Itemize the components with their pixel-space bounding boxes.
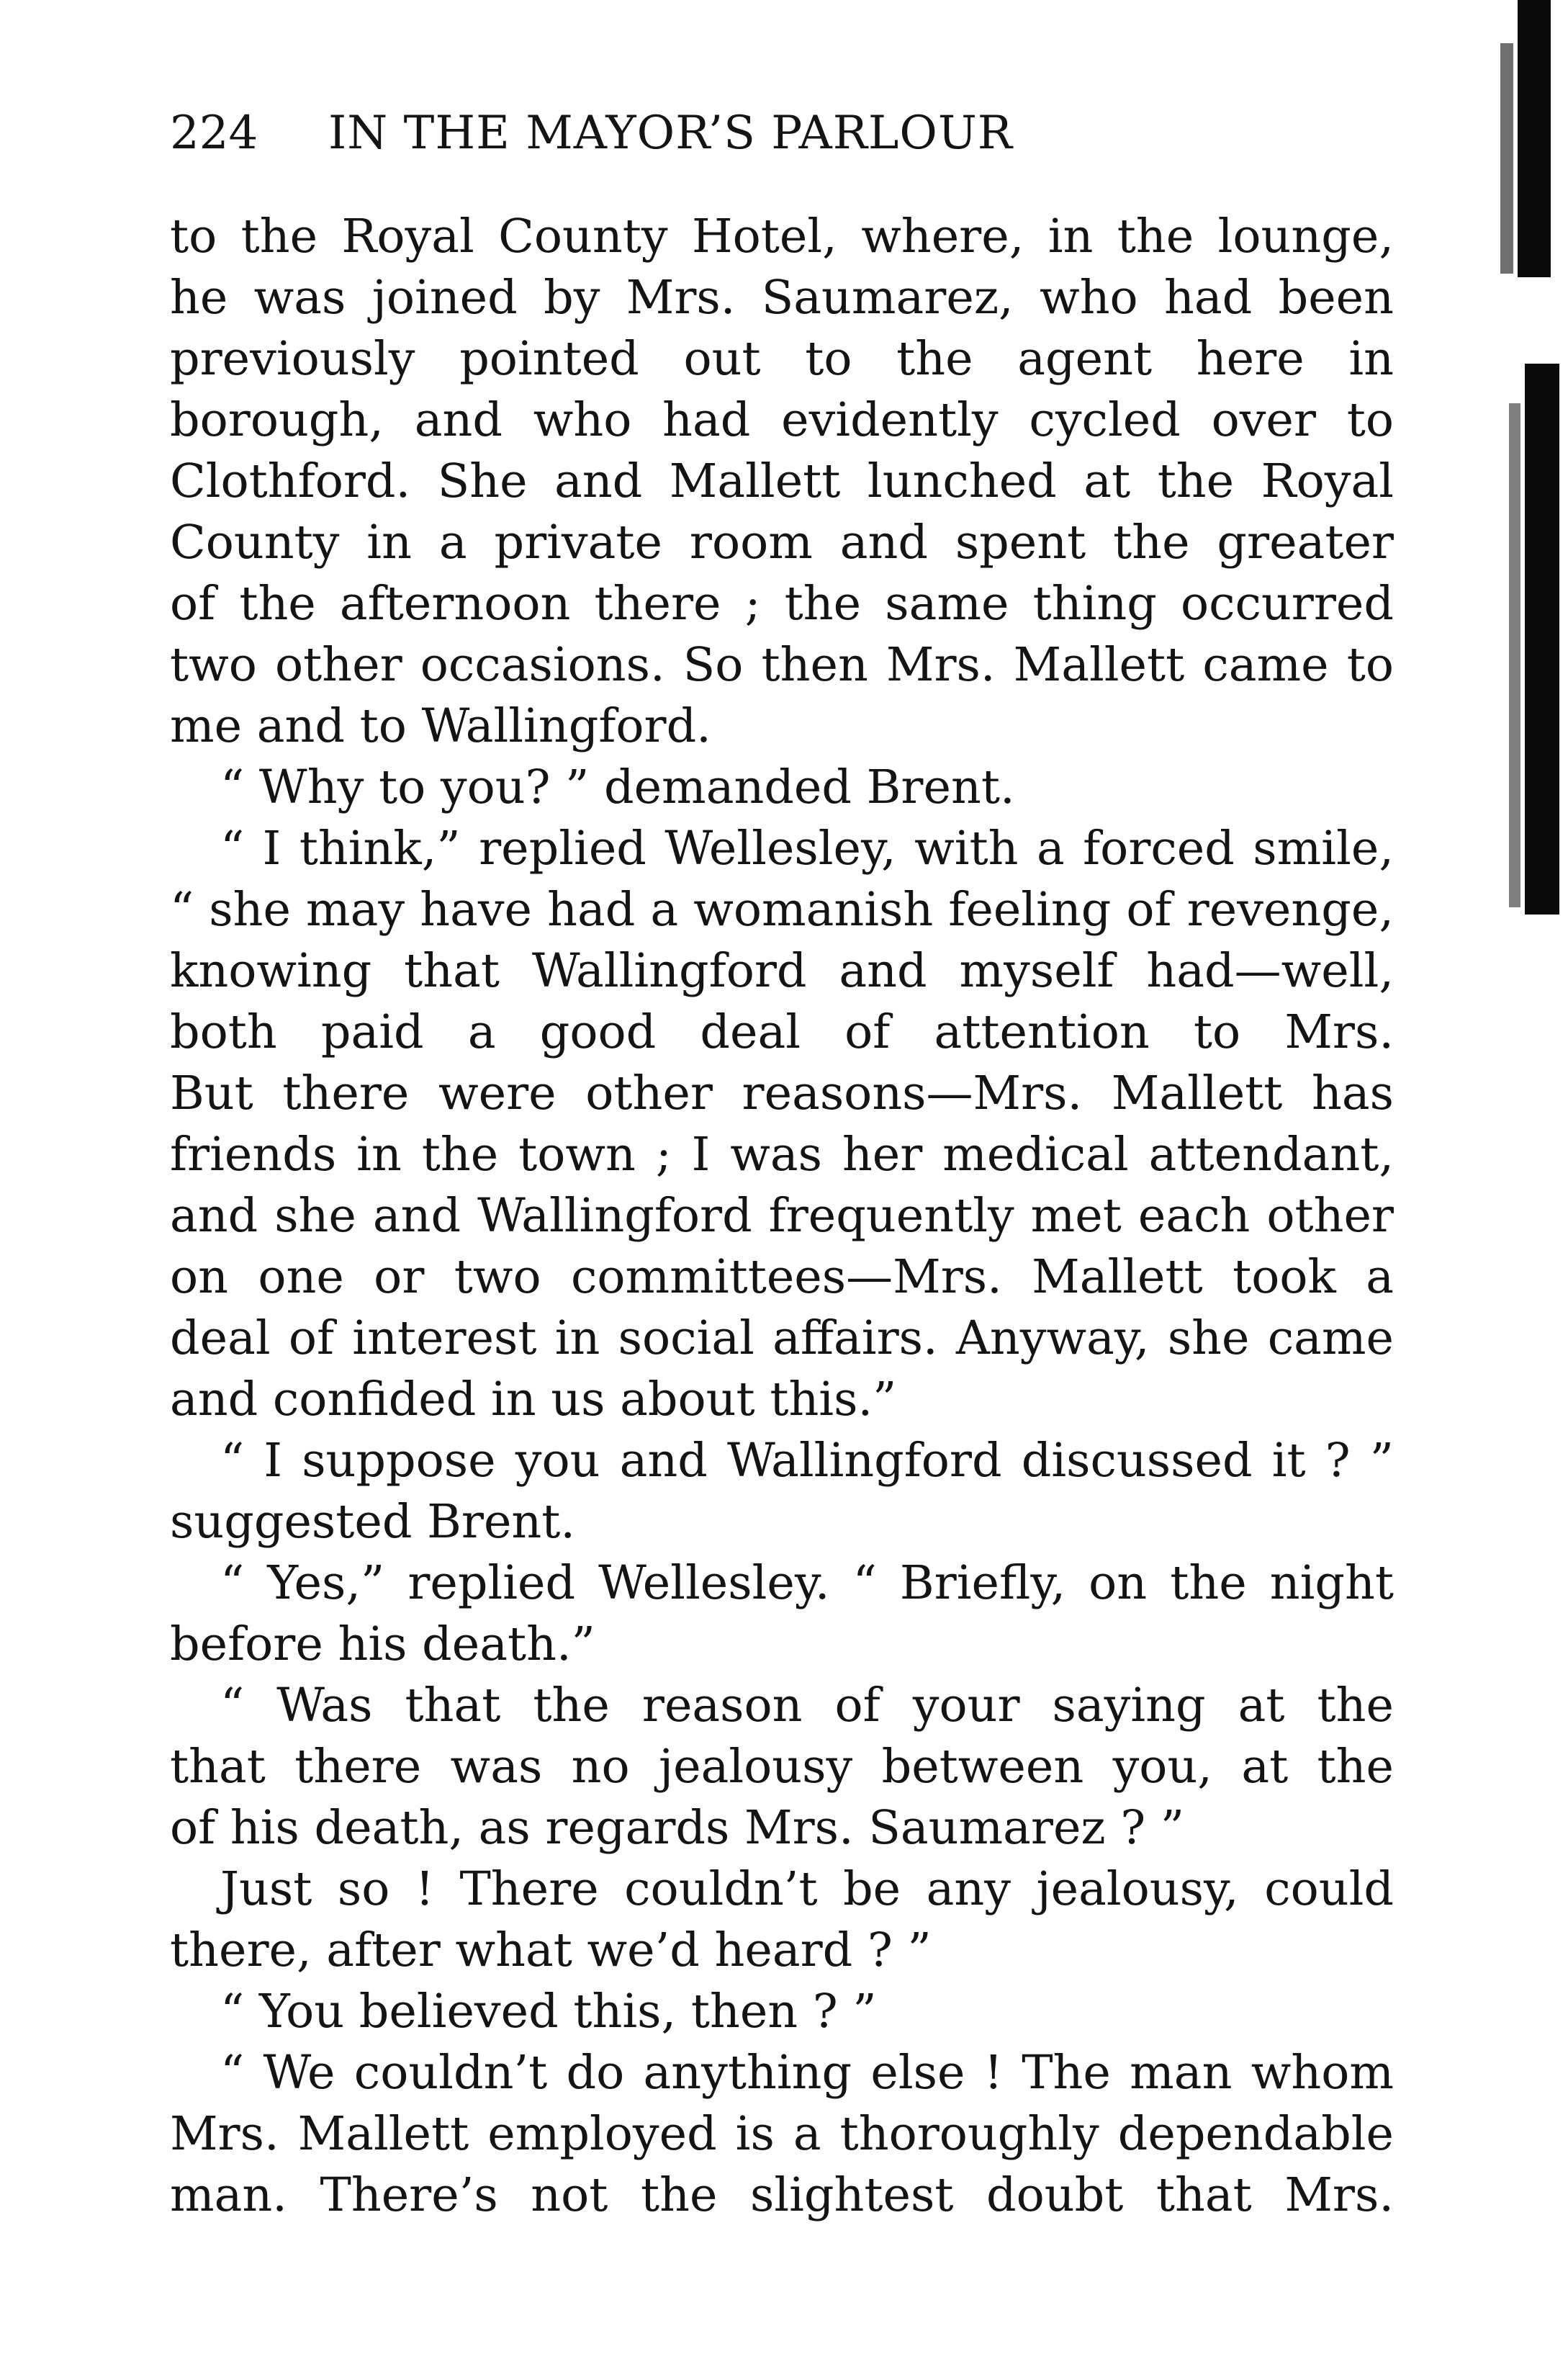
text-line: friends in the town ; I was her medical attendant, <box>170 1128 1394 1182</box>
text-line: “ We couldn’t do anything else ! The man whom <box>220 2046 1394 2100</box>
text-line: Clothford. She and Mallett lunched at the Royal <box>170 454 1394 508</box>
text-line: “ I think,” replied Wellesley, with a forced smile, <box>220 822 1394 876</box>
scan-edge-shadow-top <box>1518 0 1551 277</box>
text-line: and confided in us about this.” <box>170 1373 897 1427</box>
text-line: he was joined by Mrs. Saumarez, who had been <box>170 271 1394 325</box>
text-line: knowing that Wallingford and myself had—well, <box>170 944 1394 998</box>
text-line: “ You believed this, then ? ” <box>220 1985 877 2039</box>
text-line: Just so ! There couldn’t be any jealousy, could <box>220 1862 1394 1916</box>
text-line: County in a private room and spent the greater <box>170 516 1394 570</box>
scan-edge-shadow-middle <box>1525 364 1559 915</box>
running-title: IN THE MAYOR’S PARLOUR <box>328 107 1013 160</box>
text-line: “ Yes,” replied Wellesley. “ Briefly, on the night <box>220 1556 1394 1610</box>
text-line: “ Why to you? ” demanded Brent. <box>220 760 1015 814</box>
scan-edge-sliver-top <box>1500 43 1513 274</box>
text-line: “ she may have had a womanish feeling of revenge, <box>170 883 1394 937</box>
text-line: that there was no jealousy between you, at the <box>170 1740 1394 1794</box>
text-line: suggested Brent. <box>170 1495 576 1549</box>
text-line: to the Royal County Hotel, where, in the lounge, <box>170 210 1394 264</box>
text-line: of his death, as regards Mrs. Saumarez ? ” <box>170 1801 1185 1855</box>
text-line: of the afternoon there ; the same thing occurred <box>170 577 1394 631</box>
text-line: Mrs. Mallett employed is a thoroughly dependable <box>170 2107 1394 2161</box>
scan-edge-sliver-middle <box>1509 403 1520 907</box>
text-line: “ Was that the reason of your saying at the <box>220 1679 1394 1733</box>
text-line: “ I suppose you and Wallingford discussed it ? ” <box>220 1434 1394 1488</box>
text-line: two other occasions. So then Mrs. Mallett came to <box>170 638 1394 692</box>
body-text <box>170 206 1394 2226</box>
text-line: both paid a good deal of attention to Mrs. <box>170 1005 1394 1059</box>
page-number: 224 <box>170 107 258 160</box>
text-line: there, after what we’d heard ? ” <box>170 1923 932 1977</box>
text-line: me and to Wallingford. <box>170 699 711 753</box>
text-line: But there were other reasons—Mrs. Mallett has <box>170 1066 1394 1120</box>
text-line: borough, and who had evidently cycled over to <box>170 393 1394 447</box>
text-line: and she and Wallingford frequently met each other <box>170 1189 1394 1243</box>
text-line: on one or two committees—Mrs. Mallett took a <box>170 1250 1394 1304</box>
text-line: previously pointed out to the agent here in <box>170 332 1394 386</box>
text-line: before his death.” <box>170 1617 595 1671</box>
running-head <box>170 101 1466 166</box>
text-line: man. There’s not the slightest doubt that Mrs. <box>170 2168 1394 2222</box>
text-line: deal of interest in social affairs. Anyway, she came <box>170 1311 1394 1365</box>
